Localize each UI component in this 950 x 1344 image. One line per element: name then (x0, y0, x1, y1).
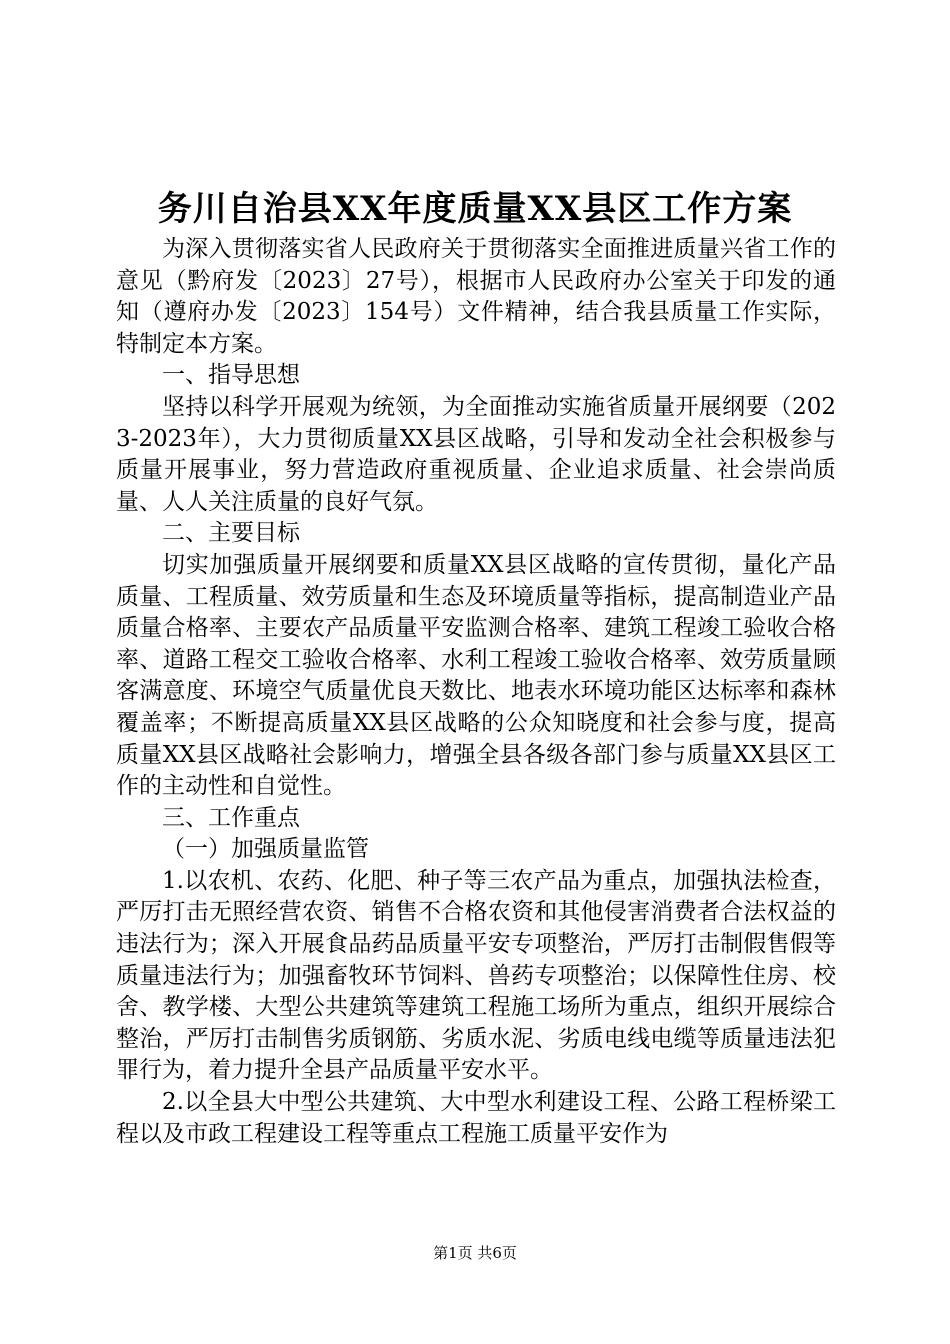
paragraph-main-goals: 切实加强质量开展纲要和质量XX县区战略的宣传贯彻，量化产品质量、工程质量、效劳质量和生态及环境质量等指标，提高制造业产品质量合格率、主要农产品质量平安监测合格率、建筑工程竣工验收合格率、道路工程交工验收合格率、水利工程竣工验收合格率、效劳质量顾客满意度、环境空气质量优良天数比、地表水环境功能区达标率和森林覆盖率；不断提高质量XX县区战略的公众知晓度和社会参与度，提高质量XX县区战略社会影响力，增强全县各级各部门参与质量XX县区工作的主动性和自觉性。 (116, 551, 836, 800)
subsection-heading-quality-supervision: （一）加强质量监管 (162, 836, 369, 863)
paragraph-guiding-ideology: 坚持以科学开展观为统领，为全面推动实施省质量开展纲要（2023-2023年），大力贯彻质量XX县区战略，引导和发动全社会积极参与质量开展事业，努力营造政府重视质量、企业追求质量、社会崇尚质量、人人关注质量的良好气氛。 (116, 393, 836, 515)
paragraph-item-1: 1.以农机、农药、化肥、种子等三农产品为重点，加强执法检查，严厉打击无照经营农资、销售不合格农资和其他侵害消费者合法权益的违法行为；深入开展食品药品质量平安专项整治，严厉打击制假售假等质量违法行为；加强畜牧环节饲料、兽药专项整治；以保障性住房、校舍、教学楼、大型公共建筑等建筑工程施工场所为重点，组织开展综合整治，严厉打击制售劣质钢筋、劣质水泥、劣质电线电缆等质量违法犯罪行为，着力提升全县产品质量平安水平。 (116, 867, 836, 1084)
section-heading-main-goals: 二、主要目标 (162, 520, 300, 547)
document-body (116, 234, 836, 1150)
page-number-footer: 第1页 共6页 (433, 1244, 517, 1262)
section-heading-work-focus: 三、工作重点 (162, 804, 300, 831)
document-title: 务川自治县XX年度质量XX县区工作方案 (157, 189, 793, 229)
paragraph-item-2: 2.以全县大中型公共建筑、大中型水利建设工程、公路工程桥梁工程以及市政工程建设工程等重点工程施工质量平安作为 (116, 1089, 836, 1147)
paragraph-intro: 为深入贯彻落实省人民政府关于贯彻落实全面推进质量兴省工作的意见（黔府发〔2023〕27号），根据市人民政府办公室关于印发的通知（遵府办发〔2023〕154号）文件精神，结合我县质量工作实际，特制定本方案。 (116, 236, 836, 357)
section-heading-guiding-ideology: 一、指导思想 (162, 362, 300, 389)
